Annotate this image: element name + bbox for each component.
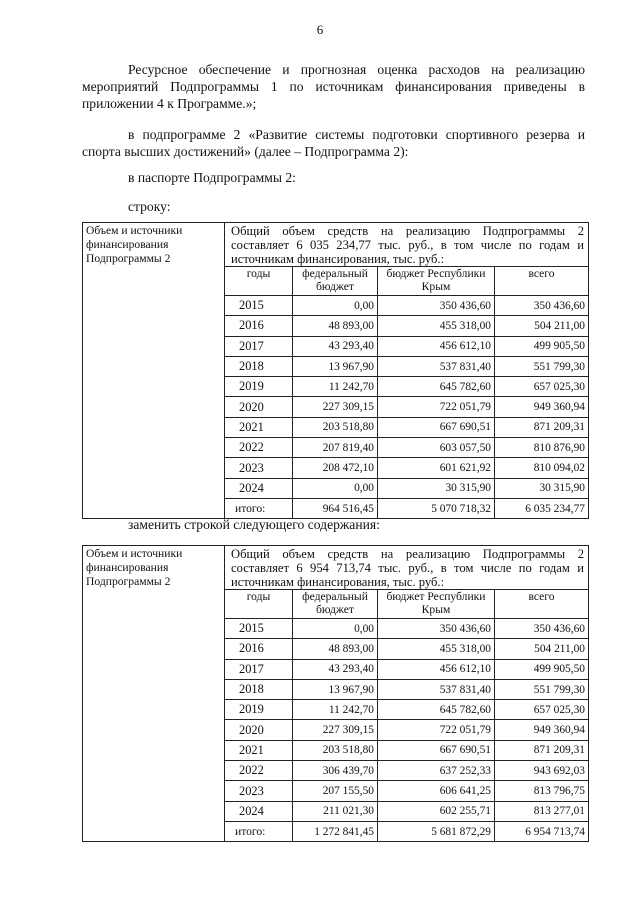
crimea-budget-cell: 603 057,50 [378,438,495,458]
header-total: всего [495,590,589,619]
crimea-budget-cell: 350 436,60 [378,619,495,639]
crimea-budget-cell: 455 318,00 [378,639,495,659]
total-cell: 504 211,00 [495,316,589,336]
year-cell: 2020 [225,397,293,417]
total-cell: 813 277,01 [495,801,589,821]
total-label-cell: итого: [225,498,293,518]
header-years: годы [225,590,293,619]
header-crimea: бюджет Республики Крым [378,267,495,296]
total-cell: 499 905,50 [495,336,589,356]
crimea-budget-cell: 645 782,60 [378,700,495,720]
table-row [225,397,588,417]
crimea-budget-cell: 455 318,00 [378,316,495,336]
federal-budget-cell: 48 893,00 [293,639,378,659]
federal-budget-cell: 48 893,00 [293,316,378,336]
table-row [225,377,588,397]
total-cell: 943 692,03 [495,761,589,781]
total-cell: 350 436,60 [495,296,589,316]
paragraph-resources: Ресурсное обеспечение и прогнозная оценка расходов на реализацию мероприятий Подпрограммы 1 по источникам финансирования приведены в приложении 4 к Программе.»; [82,62,585,111]
total-cell: 949 360,94 [495,720,589,740]
year-cell: 2017 [225,336,293,356]
total-cell: 499 905,50 [495,659,589,679]
year-cell: 2015 [225,619,293,639]
federal-budget-cell: 211 021,30 [293,801,378,821]
crimea-total-cell: 5 070 718,32 [378,498,495,518]
table-row [225,700,588,720]
table-row [225,316,588,336]
federal-total-cell: 1 272 841,45 [293,821,378,841]
federal-budget-cell: 203 518,80 [293,417,378,437]
year-cell: 2015 [225,296,293,316]
total-cell: 551 799,30 [495,356,589,376]
federal-budget-cell: 13 967,90 [293,356,378,376]
federal-budget-cell: 203 518,80 [293,740,378,760]
table-row [225,659,588,679]
total-cell: 551 799,30 [495,679,589,699]
total-label-cell: итого: [225,821,293,841]
total-row [225,498,588,518]
total-cell: 810 876,90 [495,438,589,458]
federal-budget-cell: 227 309,15 [293,720,378,740]
table-row [225,761,588,781]
crimea-budget-cell: 350 436,60 [378,296,495,316]
federal-budget-cell: 207 155,50 [293,781,378,801]
federal-budget-cell: 0,00 [293,478,378,498]
header-years: годы [225,267,293,296]
grand-total-cell: 6 035 234,77 [495,498,589,518]
crimea-budget-cell: 645 782,60 [378,377,495,397]
page-number: 6 [316,22,324,37]
total-cell: 810 094,02 [495,458,589,478]
funding-content-cell [225,546,589,842]
total-cell: 657 025,30 [495,700,589,720]
table-row [225,619,588,639]
year-cell: 2019 [225,700,293,720]
federal-budget-cell: 227 309,15 [293,397,378,417]
federal-total-cell: 964 516,45 [293,498,378,518]
crimea-budget-cell: 667 690,51 [378,417,495,437]
table-row [225,679,588,699]
federal-budget-cell: 207 819,40 [293,438,378,458]
year-cell: 2022 [225,761,293,781]
crimea-budget-cell: 601 621,92 [378,458,495,478]
crimea-budget-cell: 456 612,10 [378,659,495,679]
year-cell: 2016 [225,316,293,336]
crimea-budget-cell: 722 051,79 [378,397,495,417]
total-cell: 657 025,30 [495,377,589,397]
funding-label-cell: Объем и источники финансирования Подпрограммы 2 [83,223,225,519]
year-cell: 2023 [225,781,293,801]
crimea-total-cell: 5 681 872,29 [378,821,495,841]
funding-intro: Общий объем средств на реализацию Подпрограммы 2 составляет 6 954 713,74 тыс. руб., в том числе по годам и источникам финансирования, тыс. руб.: [231,547,584,589]
total-cell: 30 315,90 [495,478,589,498]
header-total: всего [495,267,589,296]
total-cell: 871 209,31 [495,417,589,437]
table-row [225,296,588,316]
year-cell: 2022 [225,438,293,458]
table-row [225,781,588,801]
total-cell: 504 211,00 [495,639,589,659]
total-cell: 949 360,94 [495,397,589,417]
total-cell: 871 209,31 [495,740,589,760]
crimea-budget-cell: 30 315,90 [378,478,495,498]
paragraph-replace: заменить строкой следующего содержания: [128,517,380,532]
federal-budget-cell: 13 967,90 [293,679,378,699]
table-row [225,458,588,478]
total-row [225,821,588,841]
year-cell: 2017 [225,659,293,679]
federal-budget-cell: 208 472,10 [293,458,378,478]
total-cell: 350 436,60 [495,619,589,639]
funding-content-cell [225,223,589,519]
table-row [225,336,588,356]
year-cell: 2019 [225,377,293,397]
year-cell: 2018 [225,356,293,376]
crimea-budget-cell: 456 612,10 [378,336,495,356]
federal-budget-cell: 11 242,70 [293,377,378,397]
funding-breakdown-table [225,266,588,518]
year-cell: 2021 [225,417,293,437]
crimea-budget-cell: 602 255,71 [378,801,495,821]
paragraph-row-label: строку: [128,199,171,214]
grand-total-cell: 6 954 713,74 [495,821,589,841]
table-row [225,478,588,498]
table-row [225,356,588,376]
year-cell: 2016 [225,639,293,659]
crimea-budget-cell: 722 051,79 [378,720,495,740]
header-federal: федеральный бюджет [293,590,378,619]
funding-label-cell: Объем и источники финансирования Подпрограммы 2 [83,546,225,842]
table-row [225,720,588,740]
crimea-budget-cell: 606 641,25 [378,781,495,801]
year-cell: 2018 [225,679,293,699]
federal-budget-cell: 306 439,70 [293,761,378,781]
federal-budget-cell: 0,00 [293,296,378,316]
paragraph-subprogram-2: в подпрограмме 2 «Развитие системы подготовки спортивного резерва и спорта высших достижений» (далее – Подпрограмма 2): [82,127,585,159]
table-row [225,801,588,821]
crimea-budget-cell: 667 690,51 [378,740,495,760]
header-crimea: бюджет Республики Крым [378,590,495,619]
federal-budget-cell: 0,00 [293,619,378,639]
federal-budget-cell: 43 293,40 [293,659,378,679]
crimea-budget-cell: 637 252,33 [378,761,495,781]
table-row [225,639,588,659]
crimea-budget-cell: 537 831,40 [378,356,495,376]
table-row [225,438,588,458]
funding-table-old [82,222,589,519]
year-cell: 2021 [225,740,293,760]
year-cell: 2024 [225,478,293,498]
paragraph-passport: в паспорте Подпрограммы 2: [128,170,296,185]
federal-budget-cell: 43 293,40 [293,336,378,356]
federal-budget-cell: 11 242,70 [293,700,378,720]
total-cell: 813 796,75 [495,781,589,801]
funding-intro: Общий объем средств на реализацию Подпрограммы 2 составляет 6 035 234,77 тыс. руб., в том числе по годам и источникам финансирования, тыс. руб.: [231,224,584,266]
year-cell: 2024 [225,801,293,821]
funding-breakdown-table [225,589,588,841]
table-row [225,740,588,760]
crimea-budget-cell: 537 831,40 [378,679,495,699]
table-row [225,417,588,437]
year-cell: 2020 [225,720,293,740]
funding-table-new [82,545,589,842]
header-federal: федеральный бюджет [293,267,378,296]
year-cell: 2023 [225,458,293,478]
